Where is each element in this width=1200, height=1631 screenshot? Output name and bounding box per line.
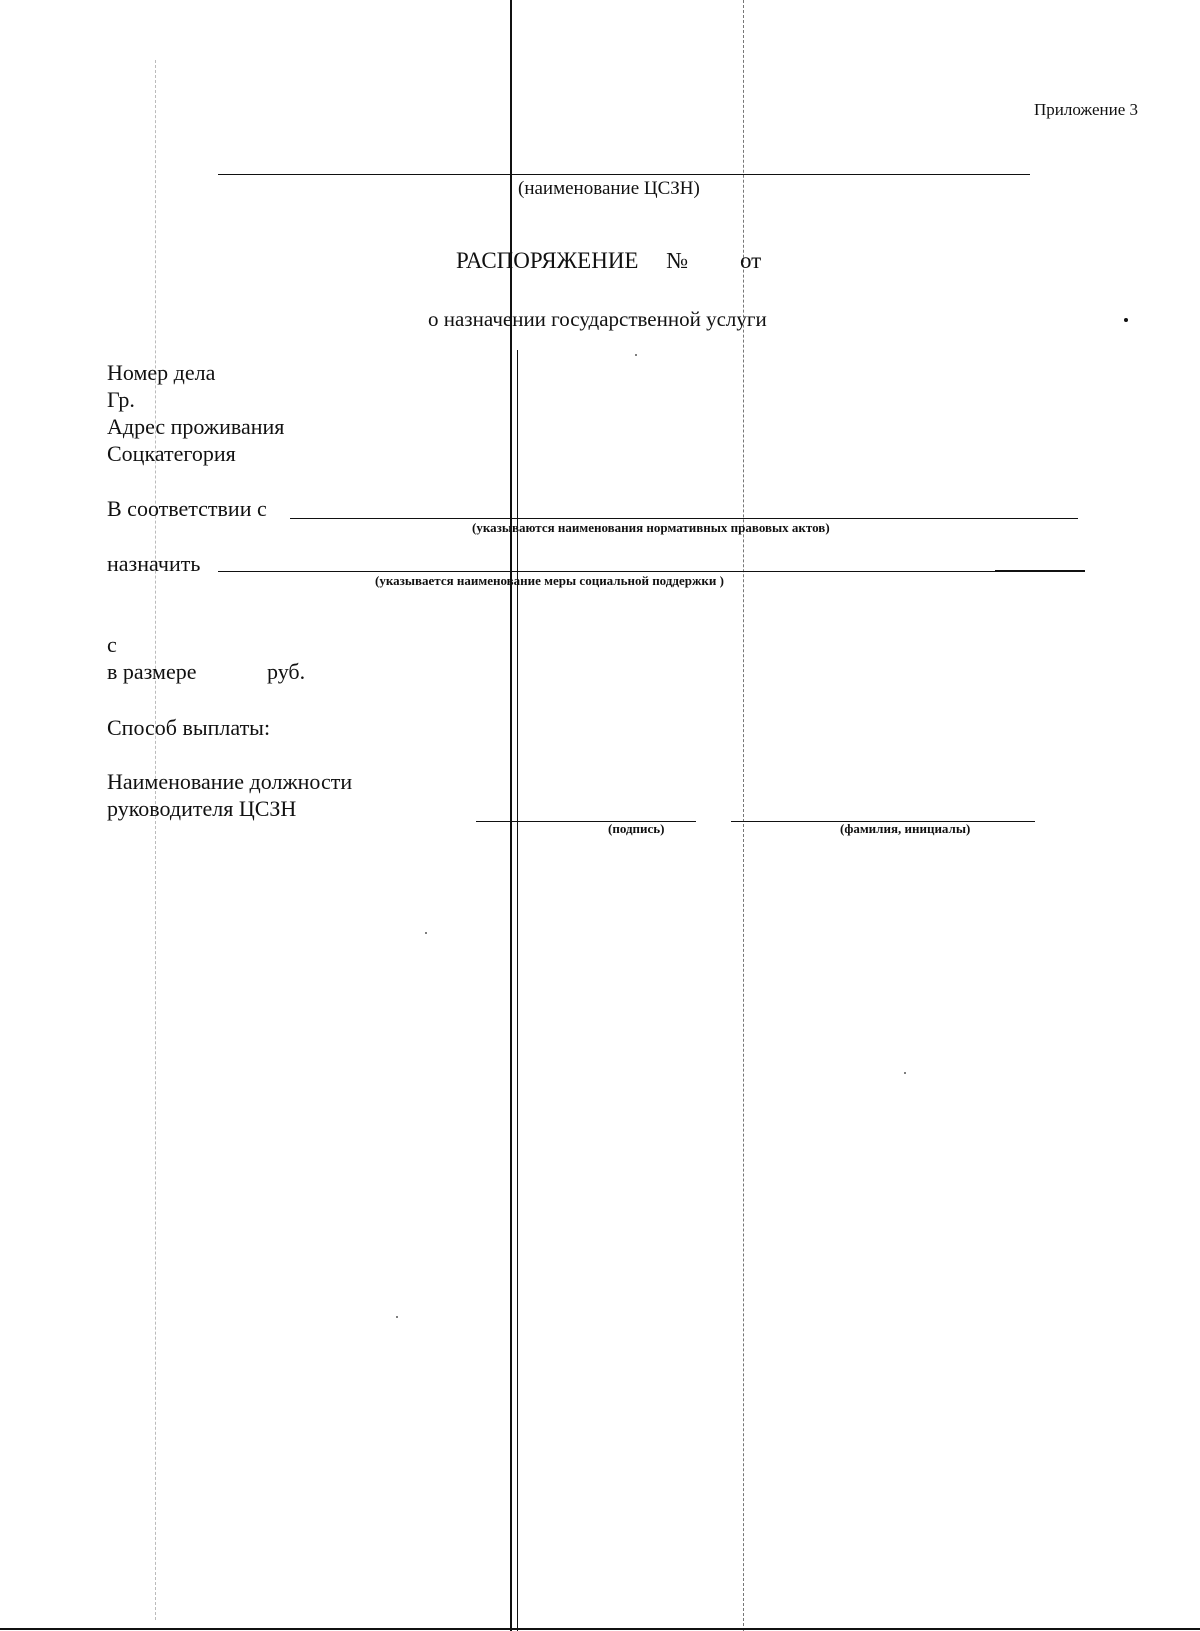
name-caption: (фамилия, инициалы) xyxy=(840,821,971,836)
scan-speck xyxy=(425,932,427,934)
accordance-label: В соответствии с xyxy=(107,496,267,521)
assign-label: назначить xyxy=(107,551,201,576)
payment-method-label: Способ выплаты: xyxy=(107,715,271,740)
document-subtitle: о назначении государственной услуги xyxy=(428,307,767,331)
amount-currency: руб. xyxy=(267,659,306,684)
signature-caption: (подпись) xyxy=(608,821,665,836)
document-title xyxy=(456,248,761,274)
case-number-label: Номер дела xyxy=(107,360,216,385)
amount-label: в размере xyxy=(107,659,197,684)
scan-fold-line-dashed xyxy=(155,60,157,1620)
social-category-label: Соцкатегория xyxy=(107,441,236,466)
accordance-line xyxy=(290,518,1078,519)
address-label: Адрес проживания xyxy=(107,414,285,439)
assign-line xyxy=(218,571,1084,572)
appendix-label: Приложение 3 xyxy=(1034,100,1138,119)
scan-speck xyxy=(396,1316,398,1318)
org-name-line xyxy=(218,174,1030,175)
position-line2: руководителя ЦСЗН xyxy=(107,796,297,821)
scan-bottom-edge xyxy=(0,1628,1200,1630)
title-number-sign: № xyxy=(666,248,689,273)
citizen-label: Гр. xyxy=(107,387,135,412)
title-from: от xyxy=(739,248,762,273)
position-line1: Наименование должности xyxy=(107,769,353,794)
from-date-label: с xyxy=(107,632,117,657)
scan-speck xyxy=(1124,318,1128,322)
org-caption: (наименование ЦСЗН) xyxy=(518,178,700,199)
scan-fold-line xyxy=(510,0,512,1631)
accordance-caption: (указываются наименования нормативных правовых актов) xyxy=(472,520,830,535)
scan-speck xyxy=(635,354,637,356)
scan-fold-line xyxy=(517,350,518,1631)
scan-fold-line-dashed xyxy=(743,0,745,1631)
title-word: РАСПОРЯЖЕНИЕ xyxy=(456,248,639,273)
assign-line-bold xyxy=(995,570,1085,572)
scan-speck xyxy=(904,1072,906,1074)
assign-caption: (указывается наименование меры социальной поддержки ) xyxy=(375,573,724,588)
